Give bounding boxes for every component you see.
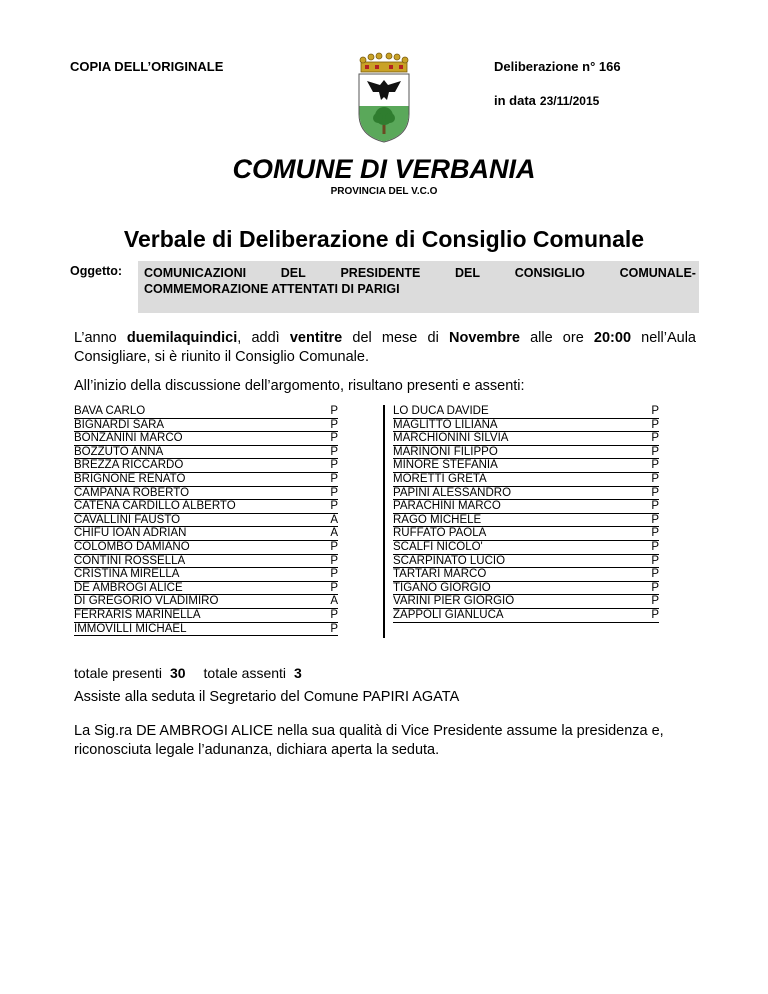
date-label: in data [494, 93, 536, 108]
member-name: VARINI PIER GIORGIO [393, 595, 515, 608]
oggetto-word: COMUNALE- [619, 266, 696, 280]
member-status: P [651, 418, 659, 431]
intro-year: duemilaquindici [126, 330, 238, 346]
member-name: FERRARIS MARINELLA [74, 608, 201, 621]
member-status: P [651, 568, 659, 581]
member-name: BONZANINI MARCO [74, 432, 183, 445]
attendance-row [393, 446, 659, 460]
member-status: P [651, 445, 659, 458]
totale-assenti-value: 3 [294, 665, 302, 681]
intro-text: nell’Aula Consigliare, si è riunito il Consiglio Comunale. [74, 330, 696, 365]
member-status: P [651, 581, 659, 594]
assiste-text: Assiste alla seduta il Segretario del Comune PAPIRI AGATA [74, 689, 460, 705]
attendance-row [74, 555, 338, 569]
attendance-row [74, 568, 338, 582]
attendance-row [74, 405, 338, 419]
member-name: CAMPANA ROBERTO [74, 486, 190, 499]
attendance-row [74, 609, 338, 623]
oggetto-label: Oggetto: [70, 264, 123, 278]
member-status: P [651, 432, 659, 445]
oggetto-word: PRESIDENTE [340, 266, 421, 280]
member-name: SCALFI NICOLO' [393, 540, 483, 553]
member-status: P [330, 432, 338, 445]
member-status: P [651, 486, 659, 499]
member-status: P [330, 554, 338, 567]
member-name: BIGNARDI SARA [74, 418, 165, 431]
member-status: P [330, 459, 338, 472]
attendance-row [74, 446, 338, 460]
member-name: RAGO MICHELE [393, 513, 482, 526]
column-divider [383, 405, 385, 638]
attendance-row [74, 623, 338, 637]
member-name: IMMOVILLI MICHAEL [74, 622, 187, 635]
member-name: MAGLITTO LILIANA [393, 418, 498, 431]
attendance-row [74, 595, 338, 609]
attendance-row [74, 432, 338, 446]
member-status: P [330, 568, 338, 581]
member-status: P [330, 472, 338, 485]
attendance-row [393, 405, 659, 419]
provincia-subtitle: PROVINCIA DEL V.C.O [330, 186, 438, 197]
member-name: BREZZA RICCARDO [74, 459, 184, 472]
totals [74, 665, 320, 681]
member-status: P [330, 608, 338, 621]
attendance-row [74, 459, 338, 473]
attendance-row [393, 514, 659, 528]
member-status: P [330, 581, 338, 594]
member-status: A [330, 595, 338, 608]
attendance-row [393, 582, 659, 596]
member-name: MARCHIONINI SILVIA [393, 432, 509, 445]
attendance-row [393, 541, 659, 555]
member-name: TARTARI MARCO [393, 568, 487, 581]
attendance-row [393, 432, 659, 446]
member-status: P [651, 513, 659, 526]
member-name: MORETTI GRETA [393, 472, 487, 485]
member-status: P [651, 459, 659, 472]
attendance-row [74, 473, 338, 487]
totale-assenti-label: totale assenti [203, 665, 287, 681]
attendance-row [393, 555, 659, 569]
intro-month: Novembre [448, 330, 520, 346]
attendance-list-left [74, 405, 338, 636]
attendance-row [74, 500, 338, 514]
attendance-row [74, 527, 338, 541]
attendance-row [393, 473, 659, 487]
oggetto-word: DEL [280, 266, 306, 280]
attendance-row [74, 419, 338, 433]
member-name: RUFFATO PAOLA [393, 527, 487, 540]
attendance-row [393, 609, 659, 623]
member-name: BAVA CARLO [74, 405, 146, 417]
member-status: P [651, 472, 659, 485]
member-name: CHIFU IOAN ADRIAN [74, 527, 187, 540]
member-name: SCARPINATO LUCIO [393, 554, 506, 567]
attendance-row [393, 568, 659, 582]
member-status: P [651, 540, 659, 553]
member-name: MINORE STEFANIA [393, 459, 498, 472]
member-status: P [651, 500, 659, 513]
member-status: A [330, 527, 338, 540]
intro-text: del mese di [342, 330, 449, 346]
document-title: Verbale di Deliberazione di Consiglio Comunale [123, 226, 645, 252]
attendance-row [393, 595, 659, 609]
member-status: P [330, 622, 338, 635]
oggetto-text [144, 265, 696, 297]
attendance-row [74, 514, 338, 528]
oggetto-word: COMUNICAZIONI [144, 266, 247, 280]
intro-text: L’anno [74, 330, 127, 346]
member-name: DE AMBROGI ALICE [74, 581, 183, 594]
presence-intro: All’inizio della discussione dell’argomento, risultano presenti e assenti: [74, 378, 525, 394]
intro-time: 20:00 [593, 330, 632, 346]
coat-of-arms-icon [353, 52, 415, 144]
totale-presenti-label: totale presenti [74, 665, 162, 681]
member-status: P [330, 500, 338, 513]
oggetto-line-1 [144, 265, 696, 281]
attendance-list-right [393, 405, 659, 623]
member-name: PAPINI ALESSANDRO [393, 486, 512, 499]
date-value: 23/11/2015 [539, 94, 600, 108]
member-name: LO DUCA DAVIDE [393, 405, 489, 417]
deliberation-number: Deliberazione n° 166 [494, 59, 621, 74]
intro-paragraph [74, 329, 696, 367]
intro-text: alle ore [519, 330, 594, 346]
member-status: P [651, 554, 659, 567]
attendance-row [74, 541, 338, 555]
member-name: DI GREGORIO VLADIMIRO [74, 595, 219, 608]
member-status: P [651, 595, 659, 608]
member-status: P [651, 527, 659, 540]
intro-text: , addì [237, 330, 290, 346]
member-name: BOZZUTO ANNA [74, 445, 164, 458]
member-name: CAVALLINI FAUSTO [74, 513, 181, 526]
intro-day: ventitre [289, 330, 343, 346]
member-name: MARINONI FILIPPO [393, 445, 498, 458]
member-status: P [651, 608, 659, 621]
presidenza-text: La Sig.ra DE AMBROGI ALICE nella sua qualità di Vice Presidente assume la presidenza e, riconosciuta legale l’adunanza, dichiara aperta la seduta. [74, 723, 664, 758]
member-name: CONTINI ROSSELLA [74, 554, 186, 567]
member-name: TIGANO GIORGIO [393, 581, 491, 594]
attendance-row [393, 487, 659, 501]
member-status: P [651, 405, 659, 417]
oggetto-line-2: COMMEMORAZIONE ATTENTATI DI PARIGI [144, 282, 400, 296]
attendance-row [74, 582, 338, 596]
member-status: P [330, 445, 338, 458]
member-name: CATENA CARDILLO ALBERTO [74, 500, 236, 513]
totale-presenti-value: 30 [169, 665, 186, 681]
member-status: A [330, 513, 338, 526]
oggetto-word: DEL [455, 266, 481, 280]
member-name: BRIGNONE RENATO [74, 472, 186, 485]
attendance-row [393, 459, 659, 473]
comune-title: COMUNE DI VERBANIA [232, 154, 536, 184]
member-status: P [330, 418, 338, 431]
member-name: PARACHINI MARCO [393, 500, 501, 513]
member-status: P [330, 405, 338, 417]
member-name: CRISTINA MIRELLA [74, 568, 180, 581]
attendance-row [393, 527, 659, 541]
member-status: P [330, 540, 338, 553]
attendance-row [393, 500, 659, 514]
copy-label: COPIA DELL’ORIGINALE [70, 59, 224, 74]
attendance-row [393, 419, 659, 433]
oggetto-word: CONSIGLIO [514, 266, 585, 280]
member-name: ZAPPOLI GIANLUCA [393, 608, 504, 621]
attendance-row [74, 487, 338, 501]
deliberation-date [494, 93, 599, 108]
member-status: P [330, 486, 338, 499]
member-name: COLOMBO DAMIANO [74, 540, 190, 553]
oggetto-box [138, 261, 699, 313]
